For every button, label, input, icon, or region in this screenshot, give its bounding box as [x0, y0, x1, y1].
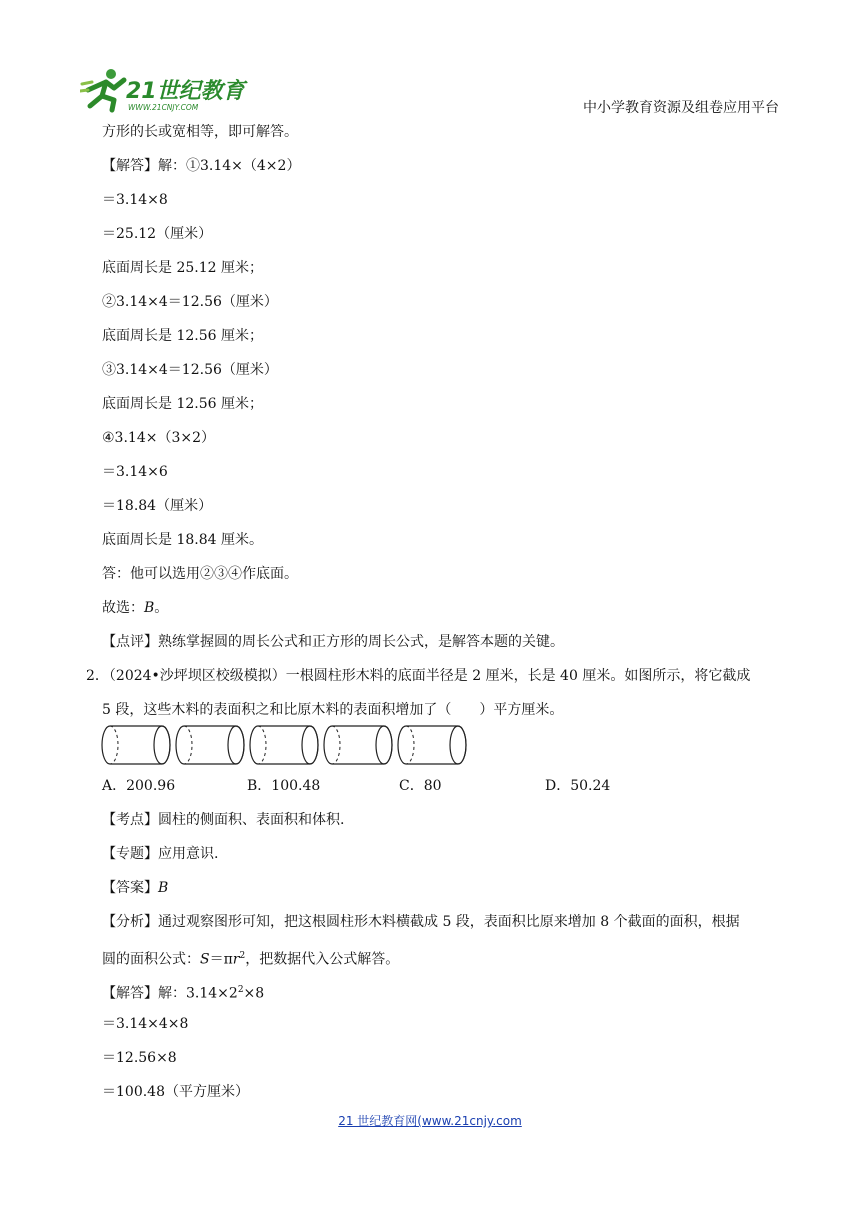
option-d: D．50.24: [545, 778, 611, 794]
comment-line: 【点评】熟练掌握圆的周长公式和正方形的周长公式，是解答本题的关键。: [102, 634, 564, 650]
runner-icon: [80, 69, 124, 110]
cylinder-piece: [102, 726, 170, 764]
logo: [80, 66, 260, 114]
platform-name: 中小学教育资源及组卷应用平台: [583, 100, 779, 116]
analysis-line: 【分析】通过观察图形可知，把这根圆柱形木料横截成 5 段，表面积比原来增加 8 个截面的面积，根据: [102, 914, 740, 930]
option-a: A．200.96: [102, 778, 176, 794]
solution-line: 【解答】解：①3.14×（4×2）: [102, 158, 301, 174]
choice-line: [102, 598, 168, 618]
solution-exp: 2: [237, 985, 244, 995]
logo-title: 21世纪教育: [126, 79, 245, 104]
choice-prefix: 故选：: [102, 600, 144, 616]
solution-line: 底面周长是 25.12 厘米；: [102, 260, 263, 276]
choice-suffix: 。: [154, 600, 169, 616]
question-stem: 2．（2024•沙坪坝区校级模拟）一根圆柱形木料的底面半径是 2 厘米，长是 40 厘米。如图所示，将它截成: [86, 668, 751, 684]
formula-eq: ＝π: [209, 951, 233, 968]
answer-value: B: [158, 880, 169, 896]
analysis-suffix: ，把数据代入公式解答。: [245, 951, 400, 968]
footer: [0, 1112, 860, 1129]
solution-line: ＝18.84（厘米）: [102, 498, 213, 514]
formula-exp: 2: [239, 951, 246, 961]
question-stem: 5 段，这些木料的表面积之和比原木料的表面积增加了（ ）平方厘米。: [102, 702, 564, 718]
option-b: B．100.48: [247, 778, 321, 794]
solution-line: ＝3.14×6: [102, 464, 168, 480]
q2-solution-line: ＝12.56×8: [102, 1050, 177, 1066]
cylinder-piece: [324, 726, 392, 764]
answer-line: [102, 878, 168, 898]
q2-solution-line: [102, 980, 264, 1004]
solution-line: ＝25.12（厘米）: [102, 226, 213, 242]
analysis-prefix: 圆的面积公式：: [102, 951, 200, 968]
logo-subtitle: WWW.21CNJY.COM: [128, 103, 199, 112]
kaodian-line: 【考点】圆柱的侧面积、表面积和体积.: [102, 812, 345, 828]
solution-line: ＝3.14×8: [102, 192, 168, 208]
formula-s: S: [200, 951, 210, 968]
answer-label: 【答案】: [102, 880, 158, 896]
solution-line: ④3.14×（3×2）: [102, 430, 215, 446]
analysis-formula-line: [102, 946, 399, 970]
cylinder-pieces-figure: [0, 724, 860, 768]
solution-line: 底面周长是 18.84 厘米。: [102, 532, 263, 548]
solution-line: 答：他可以选用②③④作底面。: [102, 566, 298, 582]
zhuanti-line: 【专题】应用意识.: [102, 846, 219, 862]
solution-line: 底面周长是 12.56 厘米；: [102, 328, 263, 344]
q2-solution-line: ＝100.48（平方厘米）: [102, 1084, 249, 1100]
choice-value: B: [144, 600, 155, 616]
solution-prefix: 【解答】解：3.14×2: [102, 985, 238, 1002]
solution-suffix: ×8: [243, 985, 265, 1002]
solution-line: ③3.14×4＝12.56（厘米）: [102, 362, 278, 378]
solution-line: ②3.14×4＝12.56（厘米）: [102, 294, 278, 310]
cylinder-piece: [398, 726, 466, 764]
solution-line: 方形的长或宽相等，即可解答。: [102, 124, 298, 140]
cylinder-piece: [250, 726, 318, 764]
solution-line: 底面周长是 12.56 厘米；: [102, 396, 263, 412]
q2-solution-line: ＝3.14×4×8: [102, 1016, 189, 1032]
formula-r: r: [232, 951, 240, 968]
cylinder-piece: [176, 726, 244, 764]
option-c: C．80: [399, 778, 442, 794]
footer-link[interactable]: 21 世纪教育网(www.21cnjy.com: [338, 1114, 522, 1128]
